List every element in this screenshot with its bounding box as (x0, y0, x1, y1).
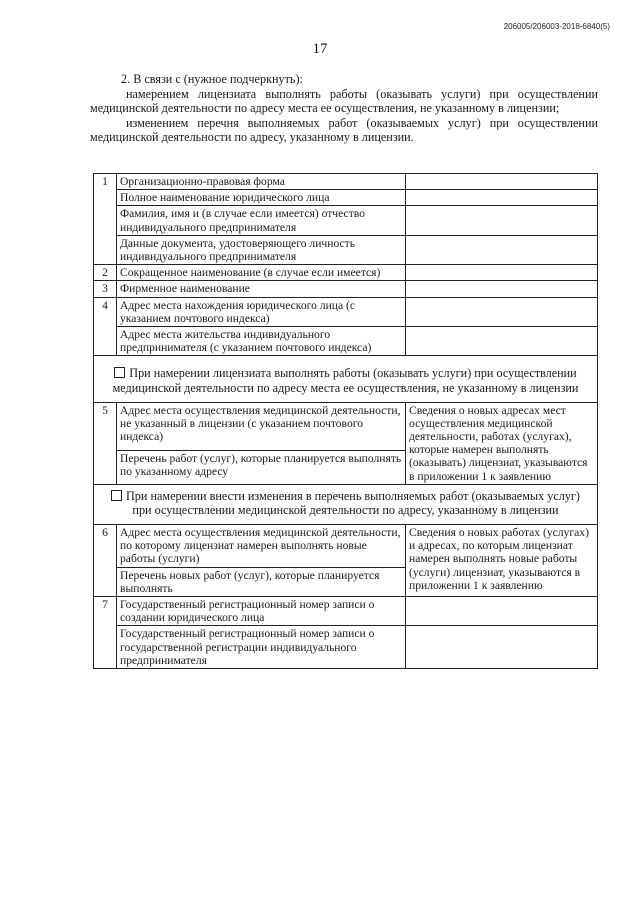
table-row (94, 190, 598, 206)
row-number: 2 (94, 265, 117, 281)
field-value[interactable] (406, 297, 598, 326)
section-heading-text: При намерении внести изменения в перечень выполняемых работ (оказываемых услуг) при осуществлении медицинской деятельности по адресу, указанному в лицензии (125, 488, 580, 518)
table-row (94, 265, 598, 281)
checkbox-icon[interactable] (114, 367, 125, 378)
table-row (94, 597, 598, 626)
field-note: Сведения о новых адресах мест осуществления медицинской деятельности, работах (услугах), которые намерен выполнять (оказывать) лицензиат, указываются в приложении 1 к заявлению (406, 402, 598, 484)
table-row (94, 626, 598, 669)
field-label: Организационно-правовая форма (117, 174, 406, 190)
table-row (94, 174, 598, 190)
table-row (94, 206, 598, 235)
field-label: Адрес места осуществления медицинской деятельности, по которому лицензиат намерен выполнять новые работы (услуги) (117, 525, 406, 568)
field-label: Государственный регистрационный номер записи о государственной регистрации индивидуального предпринимателя (117, 626, 406, 669)
field-value[interactable] (406, 626, 598, 669)
field-value[interactable] (406, 327, 598, 356)
field-label: Фамилия, имя и (в случае если имеется) отчество индивидуального предпринимателя (117, 206, 406, 235)
row-number: 3 (94, 281, 117, 297)
section-row (94, 356, 598, 402)
row-number: 7 (94, 597, 117, 669)
field-value[interactable] (406, 235, 598, 264)
field-label: Адрес места осуществления медицинской деятельности, не указанный в лицензии (с указанием почтового индекса) (117, 402, 406, 451)
intro-paragraph-2: намерением лицензиата выполнять работы (оказывать услуги) при осуществлении медицинской деятельности по адресу места ее осуществления, не указанному в лицензии; (90, 86, 598, 115)
field-label: Фирменное наименование (117, 281, 406, 297)
field-value[interactable] (406, 281, 598, 297)
field-label: Адрес места нахождения юридического лица (с указанием почтового индекса) (117, 297, 406, 326)
row-number: 6 (94, 525, 117, 597)
field-label: Данные документа, удостоверяющего личность индивидуального предпринимателя (117, 235, 406, 264)
table-row (94, 402, 598, 451)
table-row (94, 235, 598, 264)
table-row (94, 525, 598, 568)
field-value[interactable] (406, 206, 598, 235)
intro-paragraph-3: изменением перечня выполняемых работ (оказываемых услуг) при осуществлении медицинской деятельности по адресу, указанному в лицензии. (90, 115, 598, 144)
row-number: 4 (94, 297, 117, 356)
field-value[interactable] (406, 190, 598, 206)
section-heading-text: При намерении лицензиата выполнять работы (оказывать услуги) при осуществлении медицинской деятельности по адресу места ее осуществления, не указанному в лицензии (112, 366, 579, 396)
field-label: Перечень работ (услуг), которые планируется выполнять по указанному адресу (117, 451, 406, 485)
intro-paragraph-1: 2. В связи с (нужное подчеркнуть): (121, 72, 303, 86)
section-row (94, 484, 598, 524)
table-row (94, 327, 598, 356)
checkbox-icon[interactable] (111, 490, 122, 501)
section-heading (94, 356, 598, 402)
section-heading (94, 484, 598, 524)
table-row (94, 281, 598, 297)
table-row (94, 297, 598, 326)
application-form-table (93, 173, 598, 669)
row-number: 1 (94, 174, 117, 265)
field-note: Сведения о новых работах (услугах) и адресах, по которым лицензиат намерен выполнять новые работы (услуги) лицензиат, указываются в приложении 1 к заявлению (406, 525, 598, 597)
intro-text (90, 72, 598, 145)
field-label: Полное наименование юридического лица (117, 190, 406, 206)
field-value[interactable] (406, 174, 598, 190)
document-code: 206005/206003-2018-6840(5) (503, 22, 610, 31)
field-label: Сокращенное наименование (в случае если имеется) (117, 265, 406, 281)
page-number: 17 (312, 41, 328, 57)
field-label: Перечень новых работ (услуг), которые планируется выполнять (117, 567, 406, 596)
field-label: Адрес места жительства индивидуального предпринимателя (с указанием почтового индекса) (117, 327, 406, 356)
field-label: Государственный регистрационный номер записи о создании юридического лица (117, 597, 406, 626)
row-number: 5 (94, 402, 117, 484)
field-value[interactable] (406, 265, 598, 281)
field-value[interactable] (406, 597, 598, 626)
